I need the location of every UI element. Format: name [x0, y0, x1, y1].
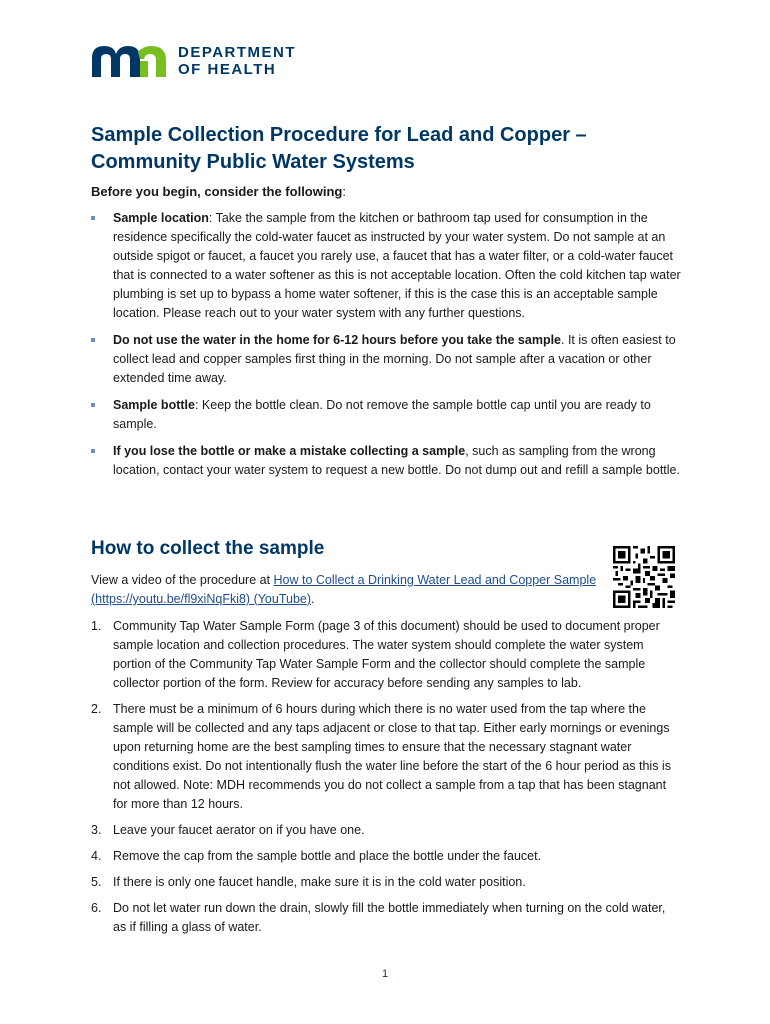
- step-number: 4.: [91, 849, 102, 863]
- step-text: Do not let water run down the drain, slowly fill the bottle immediately when turning on the cold water, as if filling a glass of water.: [113, 901, 666, 934]
- list-item-text: : Take the sample from the kitchen or bathroom tap used for consumption in the residence specifically the cold-water faucet as instructed by your water system. Do not sample at an outside spigot or faucet, a faucet you rarely use, a faucet that has a water filter, or a cold-water faucet that is connected to a water softener as this is not acceptable location. Often the cold kitchen tap water plumbing is set up to bypass a home water softener, if this is the case this is an acceptable sample location. Please reach out to your water system with any further questions.: [113, 211, 681, 320]
- list-item-bold: Sample location: [113, 211, 209, 225]
- intro-bold: Before you begin, consider the following: [91, 184, 343, 199]
- video-suffix: .: [311, 592, 315, 606]
- list-item: [91, 873, 681, 892]
- section-heading: How to collect the sample: [91, 538, 325, 559]
- step-number: 6.: [91, 901, 102, 915]
- list-item: [91, 700, 681, 814]
- step-number: 2.: [91, 702, 102, 716]
- list-item: [91, 617, 681, 693]
- qr-code: [613, 546, 675, 613]
- list-item-text: , such as sampling from the wrong location, contact your water system to request a new bottle. Do not dump out and refill a sample bottle.: [113, 444, 680, 477]
- list-item-text: . It is often easiest to collect lead and copper samples first thing in the morning. Do not sample after a vacation or other extended time away.: [113, 333, 676, 385]
- logo-line-1: DEPARTMENT: [178, 44, 297, 61]
- list-item: [91, 331, 681, 388]
- list-item: [91, 899, 681, 937]
- list-item-bold: If you lose the bottle or make a mistake collecting a sample: [113, 444, 466, 458]
- page-number: 1: [381, 968, 389, 980]
- list-item: [91, 396, 681, 434]
- intro-colon: :: [342, 184, 346, 199]
- step-text: Remove the cap from the sample bottle and place the bottle under the faucet.: [113, 849, 542, 863]
- video-paragraph: [91, 571, 611, 609]
- intro-line: [91, 183, 346, 201]
- step-text: There must be a minimum of 6 hours during which there is no water used from the tap where the sample will be collected and any taps adjacent or close to that tap. Either early mornings or evenings upon returning home are the best sampling times to ensure that the necessary stagnant water conditions exist. Do not intentionally flush the water line before the start of the 6 hour period as this is not allowed. Note: MDH recommends you do not collect a sample from a tap that has been stagnant for more than 12 hours.: [113, 702, 671, 811]
- step-number: 3.: [91, 823, 102, 837]
- consideration-list: [91, 209, 681, 488]
- list-item-bold: Do not use the water in the home for 6-12 hours before you take the sample: [113, 333, 562, 347]
- mdh-logo: [90, 44, 296, 78]
- video-prefix: View a video of the procedure at: [91, 573, 274, 587]
- video-link[interactable]: How to Collect a Drinking Water Lead and Copper Sample (https://youtu.be/fl9xiNqFki8) (YouTube): [91, 573, 597, 606]
- list-item-bold: Sample bottle: [113, 398, 195, 412]
- list-item: [91, 442, 681, 480]
- qr-code-icon: [613, 546, 675, 608]
- step-text: Leave your faucet aerator on if you have one.: [113, 823, 365, 837]
- procedure-steps: [91, 617, 681, 944]
- step-text: Community Tap Water Sample Form (page 3 of this document) should be used to document proper sample location and collection procedures. The water system should complete the water system portion of the Community Tap Water Sample Form and the collector should complete the sample collector portion of the form. Review for accuracy before sending any samples to lab.: [113, 619, 660, 690]
- logo-wordmark: [178, 44, 296, 78]
- step-number: 1.: [91, 619, 102, 633]
- mn-logo-icon: [90, 44, 168, 78]
- list-item: [91, 209, 681, 323]
- step-text: If there is only one faucet handle, make sure it is in the cold water position.: [113, 875, 526, 889]
- list-item: [91, 821, 681, 840]
- logo-line-2: OF HEALTH: [178, 61, 277, 78]
- page-title: Sample Collection Procedure for Lead and Copper – Community Public Water Systems: [91, 124, 587, 173]
- list-item-text: : Keep the bottle clean. Do not remove the sample bottle cap until you are ready to sample.: [113, 398, 651, 431]
- list-item: [91, 847, 681, 866]
- step-number: 5.: [91, 875, 102, 889]
